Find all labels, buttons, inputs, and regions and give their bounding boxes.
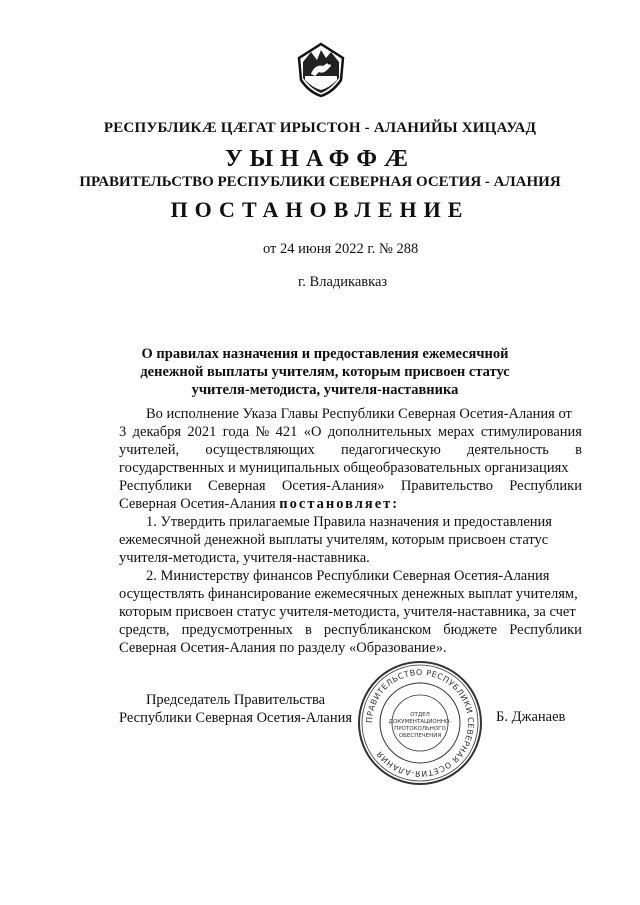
word: бюджете [443, 622, 498, 638]
signatory-name: Б. Джанаев [496, 709, 566, 725]
document-body [119, 405, 582, 657]
item-1-line: ежемесячной денежной выплаты учителям, которым присвоен статус [119, 532, 549, 548]
document-title [140, 345, 510, 399]
resolves-keyword: постановляет: [279, 496, 400, 512]
stamp-ring-text: ПРАВИТЕЛЬСТВО РЕСПУБЛИКИ СЕВЕРНАЯ ОСЕТИЯ-АЛАНИЯ [364, 667, 476, 779]
word: Республики [509, 478, 582, 494]
word: стимулирования [480, 424, 582, 440]
word: в [304, 622, 312, 638]
word: в [575, 442, 582, 458]
word: года [222, 424, 250, 440]
word: средств, [119, 622, 170, 638]
item-2-line: 2. Министерству финансов Республики Северная Осетия-Алания [146, 568, 550, 584]
stamp-center-text: ПРОТОКОЛЬНОГО [394, 726, 446, 732]
word: учителей, [119, 442, 180, 458]
title-line: учителя-методиста, учителя-наставника [191, 382, 459, 398]
russian-document-type: ПОСТАНОВЛЕНИЕ [170, 197, 470, 222]
stamp-center-text: ОТДЕЛ [410, 712, 430, 718]
word: № [255, 424, 270, 440]
word: дополнительных [327, 424, 432, 440]
item-2-line: осуществлять финансирование ежемесячных денежных выплат учителям, [119, 586, 578, 602]
ossetian-document-type: УЫНАФФÆ [225, 146, 415, 172]
word: Осетия-Алания» [281, 478, 385, 494]
word: Республики [119, 478, 192, 494]
item-1-line: учителя-методиста, учителя-наставника. [119, 550, 370, 566]
item-2-line: которым присвоен статус учителя-методиста, учителя-наставника, за счет [119, 604, 576, 620]
word: «О [303, 424, 322, 440]
stamp-center-text: ДОКУМЕНТАЦИОННО- [388, 719, 452, 725]
word: декабря [132, 424, 182, 440]
item-1-line: 1. Утвердить прилагаемые Правила назначения и предоставления [146, 514, 552, 530]
preamble-line [119, 495, 582, 513]
word: республиканском [323, 622, 432, 638]
signatory-position-line: Республики Северная Осетия-Алания [119, 710, 353, 726]
official-stamp-seal [356, 659, 484, 787]
preamble-line-justified [119, 441, 582, 459]
document-date-number: от 24 июня 2022 г. № 288 [263, 241, 419, 257]
word: Республики [509, 622, 582, 638]
word: предусмотренных [181, 622, 293, 638]
word: 2021 [187, 424, 217, 440]
word: Правительство [400, 478, 493, 494]
word: 3 [119, 424, 127, 440]
title-line: денежной выплаты учителям, которым присвоен статус [140, 364, 510, 380]
item-2-line: Северная Осетия-Алания по разделу «Образование». [119, 640, 447, 656]
title-line: О правилах назначения и предоставления ежемесячной [141, 346, 509, 362]
item-2-line-justified [119, 621, 582, 639]
word: осуществляющих [205, 442, 315, 458]
word: Северная [208, 478, 266, 494]
word: деятельность [467, 442, 549, 458]
preamble-line: государственных и муниципальных общеобразовательных организациях [119, 460, 569, 476]
document-city: г. Владикавказ [298, 274, 388, 290]
preamble-line-justified [119, 477, 582, 495]
preamble-text: Северная Осетия-Алания [119, 496, 280, 512]
word: мерах [437, 424, 475, 440]
coat-of-arms-emblem [293, 42, 349, 98]
preamble-line: Во исполнение Указа Главы Республики Северная Осетия-Алания от [146, 406, 572, 422]
signatory-position-line: Председатель Правительства [145, 692, 326, 708]
ossetian-government-name: РЕСПУБЛИКÆ ЦÆГАТ ИРЫСТОН - АЛАНИЙЫ ХИЦАУАД [103, 120, 537, 136]
word: педагогическую [341, 442, 441, 458]
signatory-position [119, 691, 352, 727]
preamble-line-justified [119, 423, 582, 441]
russian-government-name: ПРАВИТЕЛЬСТВО РЕСПУБЛИКИ СЕВЕРНАЯ ОСЕТИЯ - АЛАНИЯ [79, 174, 561, 190]
word: 421 [275, 424, 298, 440]
stamp-center-text: ОБЕСПЕЧЕНИЯ [398, 733, 442, 739]
